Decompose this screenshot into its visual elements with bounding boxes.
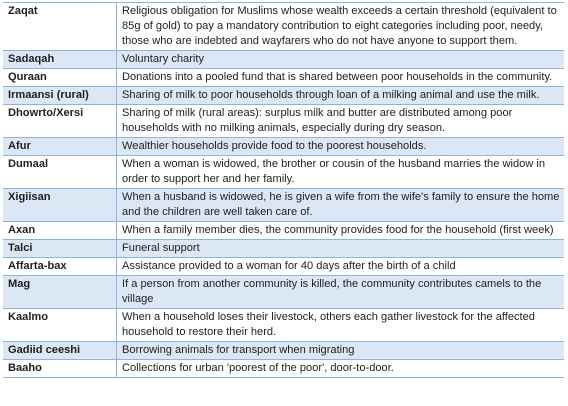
table-row <box>3 105 564 138</box>
table-row <box>3 69 564 87</box>
term-cell: Afur <box>3 138 117 156</box>
term-cell: Mag <box>3 276 117 309</box>
table-row <box>3 189 564 222</box>
term-cell: Axan <box>3 222 117 240</box>
definition-cell: When a family member dies, the community provides food for the household (first week) <box>117 222 565 240</box>
definition-cell: Collections for urban 'poorest of the poor', door-to-door. <box>117 360 565 378</box>
definition-cell: When a husband is widowed, he is given a wife from the wife's family to ensure the home and the children are well taken care of. <box>117 189 565 222</box>
definition-cell: Funeral support <box>117 240 565 258</box>
definition-cell: Voluntary charity <box>117 51 565 69</box>
definition-cell: Sharing of milk (rural areas): surplus milk and butter are distributed among poor households with no milking animals, especially during dry season. <box>117 105 565 138</box>
table-row <box>3 309 564 342</box>
table-row <box>3 156 564 189</box>
table-row <box>3 360 564 378</box>
term-cell: Xigiisan <box>3 189 117 222</box>
table-row <box>3 138 564 156</box>
table-row <box>3 342 564 360</box>
term-cell: Gadiid ceeshi <box>3 342 117 360</box>
term-cell: Dumaal <box>3 156 117 189</box>
definition-cell: Borrowing animals for transport when migrating <box>117 342 565 360</box>
table-row <box>3 3 564 51</box>
table-row <box>3 258 564 276</box>
definition-cell: When a household loses their livestock, others each gather livestock for the affected household to restore their herd. <box>117 309 565 342</box>
table-row <box>3 240 564 258</box>
definition-cell: When a woman is widowed, the brother or cousin of the husband marries the widow in order to support her and her family. <box>117 156 565 189</box>
definition-cell: If a person from another community is killed, the community contributes camels to the village <box>117 276 565 309</box>
term-cell: Quraan <box>3 69 117 87</box>
term-cell: Talci <box>3 240 117 258</box>
definition-cell: Wealthier households provide food to the poorest households. <box>117 138 565 156</box>
term-cell: Kaalmo <box>3 309 117 342</box>
definition-cell: Donations into a pooled fund that is shared between poor households in the community. <box>117 69 565 87</box>
definition-cell: Religious obligation for Muslims whose wealth exceeds a certain threshold (equivalent to 85g of gold) to pay a mandatory contribution to eight categories including poor, needy, those who are indebted and wayfarers who do not have anyone to support them. <box>117 3 565 51</box>
term-cell: Zaqat <box>3 3 117 51</box>
definition-cell: Sharing of milk to poor households through loan of a milking animal and use the milk. <box>117 87 565 105</box>
term-cell: Affarta-bax <box>3 258 117 276</box>
support-mechanisms-table <box>3 2 564 378</box>
term-cell: Sadaqah <box>3 51 117 69</box>
term-cell: Baaho <box>3 360 117 378</box>
definition-cell: Assistance provided to a woman for 40 days after the birth of a child <box>117 258 565 276</box>
table-row <box>3 51 564 69</box>
table-row <box>3 276 564 309</box>
term-cell: Irmaansi (rural) <box>3 87 117 105</box>
term-cell: Dhowrto/Xersi <box>3 105 117 138</box>
table-row <box>3 87 564 105</box>
table-row <box>3 222 564 240</box>
